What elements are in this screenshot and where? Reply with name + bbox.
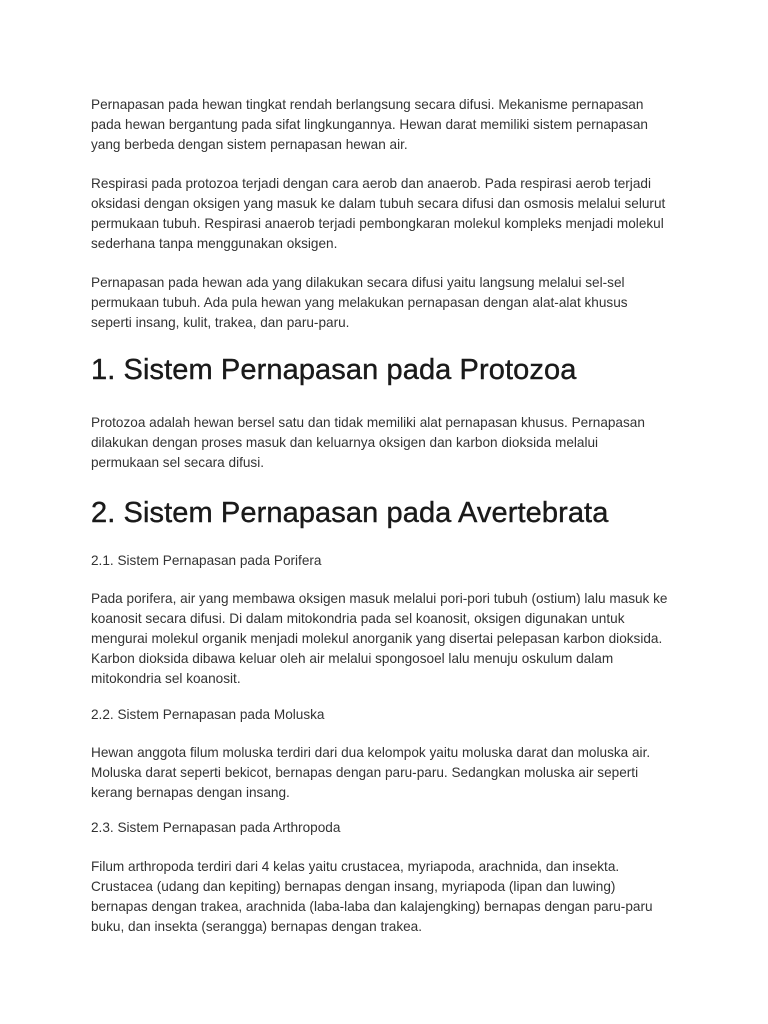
subheading-arthropoda: 2.3. Sistem Pernapasan pada Arthropoda — [91, 820, 341, 835]
arthropoda-paragraph: Filum arthropoda terdiri dari 4 kelas yaitu crustacea, myriapoda, arachnida, dan insekta. Crustacea (udang dan kepiting) bernapas dengan insang, myriapoda (lipan dan luwing) bernapas dengan trakea, arachnida (laba-laba dan kalajengking) bernapas dengan paru-paru buku, dan insekta (serangga) bernapas dengan trakea. — [91, 859, 653, 934]
section-heading-protozoa: 1. Sistem Pernapasan pada Protozoa — [91, 354, 577, 386]
intro-paragraph-2: Respirasi pada protozoa terjadi dengan cara aerob dan anaerob. Pada respirasi aerob terjadi oksidasi dengan oksigen yang masuk ke dalam tubuh secara difusi dan osmosis melalui selurut permukaan tubuh. Respirasi anaerob terjadi pembongkaran molekul kompleks menjadi molekul sederhana tanpa menggunakan oksigen. — [91, 176, 666, 251]
intro-paragraph-1: Pernapasan pada hewan tingkat rendah berlangsung secara difusi. Mekanisme pernapasan pada hewan bergantung pada sifat lingkungannya. Hewan darat memiliki sistem pernapasan yang berbeda dengan sistem pernapasan hewan air. — [91, 97, 648, 152]
subheading-porifera: 2.1. Sistem Pernapasan pada Porifera — [91, 553, 322, 568]
protozoa-paragraph: Protozoa adalah hewan bersel satu dan tidak memiliki alat pernapasan khusus. Pernapasan dilakukan dengan proses masuk dan keluarnya oksigen dan karbon dioksida melalui permukaan sel secara difusi. — [91, 415, 645, 470]
subheading-moluska: 2.2. Sistem Pernapasan pada Moluska — [91, 707, 325, 722]
porifera-paragraph: Pada porifera, air yang membawa oksigen masuk melalui pori-pori tubuh (ostium) lalu masuk ke koanosit secara difusi. Di dalam mitokondria pada sel koanosit, oksigen digunakan untuk mengurai molekul organik menjadi molekul anorganik yang disertai pelepasan karbon dioksida. Karbon dioksida dibawa keluar oleh air melalui spongosoel lalu menuju oskulum dalam mitokondria sel koanosit. — [91, 591, 668, 686]
intro-paragraph-3: Pernapasan pada hewan ada yang dilakukan secara difusi yaitu langsung melalui sel-sel permukaan tubuh. Ada pula hewan yang melakukan pernapasan dengan alat-alat khusus seperti insang, kulit, trakea, dan paru-paru. — [91, 275, 628, 330]
section-heading-avertebrata: 2. Sistem Pernapasan pada Avertebrata — [91, 497, 609, 529]
moluska-paragraph: Hewan anggota filum moluska terdiri dari dua kelompok yaitu moluska darat dan moluska air. Moluska darat seperti bekicot, bernapas dengan paru-paru. Sedangkan moluska air seperti kerang bernapas dengan insang. — [91, 745, 651, 800]
document-page — [91, 95, 691, 937]
